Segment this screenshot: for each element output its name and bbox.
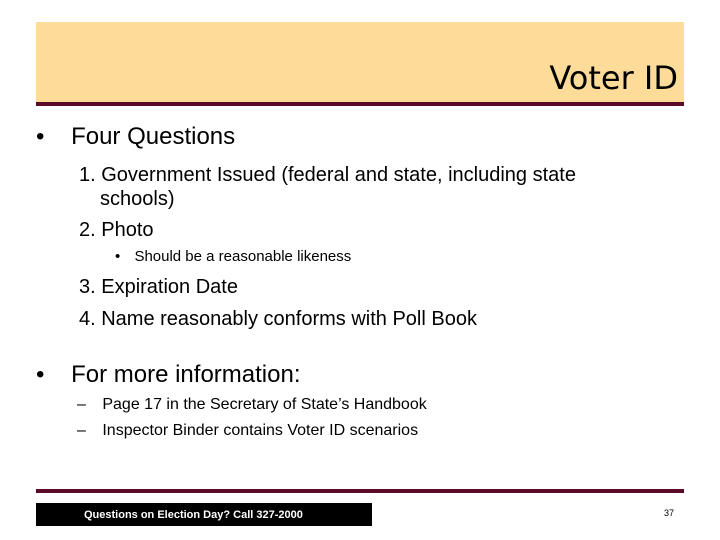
dash-marker: – [77,396,86,413]
footer-rule [36,489,684,493]
info-item-binder [77,421,418,441]
bullet-label: Four Questions [71,123,236,150]
info-item-handbook [77,395,427,415]
bullet-four-questions [36,123,235,151]
question-1-line-1: 1. Government Issued (federal and state, including state [79,164,576,186]
subbullet-marker: • [115,248,121,265]
question-4: 4. Name reasonably conforms with Poll Book [79,308,477,330]
page-number: 37 [664,508,675,518]
question-2: 2. Photo [79,219,154,241]
subbullet-label: Should be a reasonable likeness [134,248,352,265]
info-item-label: Page 17 in the Secretary of State’s Handbook [102,396,427,413]
question-3: 3. Expiration Date [79,276,238,298]
slide-title: Voter ID [549,59,678,97]
question-2-subbullet [115,248,351,266]
question-1-line-2: schools) [100,188,175,210]
bullet-more-info [36,361,300,389]
title-rule [36,102,684,106]
dash-marker: – [77,422,86,439]
bullet-label: For more information: [71,361,301,388]
info-item-label: Inspector Binder contains Voter ID scenarios [102,422,419,439]
bullet-marker: • [36,361,45,388]
footer-text: Questions on Election Day? Call 327-2000 [84,509,303,521]
bullet-marker: • [36,123,45,150]
